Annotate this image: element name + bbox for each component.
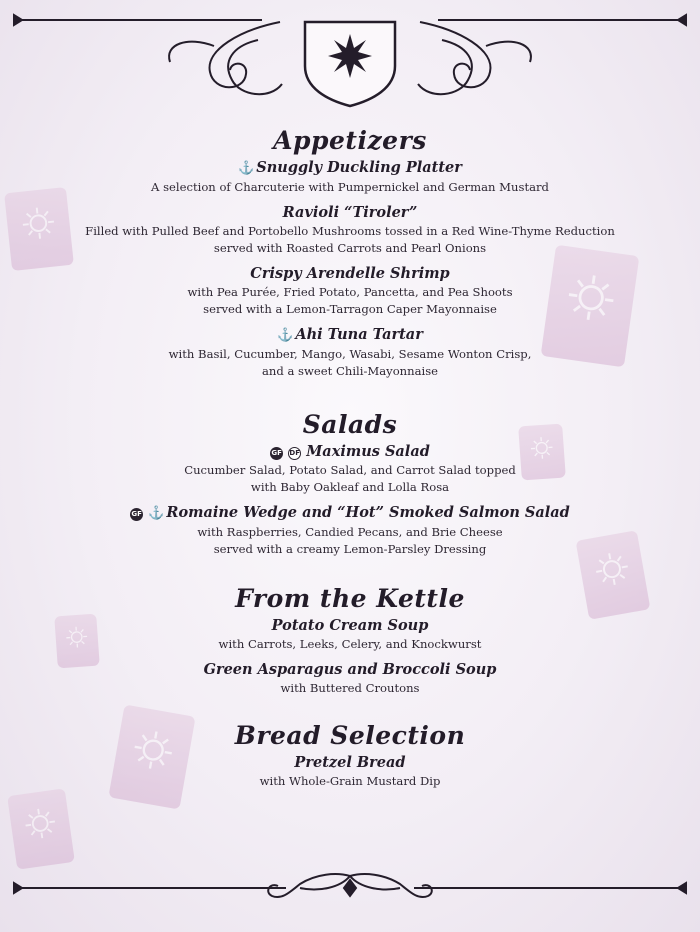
dish-description: served with a Lemon-Tarragon Caper Mayonnaise <box>203 302 497 316</box>
dish-name: Potato Cream Soup <box>271 617 429 634</box>
dish-description: with Basil, Cucumber, Mango, Wasabi, Sesame Wonton Crisp, <box>168 347 532 361</box>
anchor-icon: ⚓ <box>277 328 294 343</box>
section-bread <box>0 719 700 790</box>
section-title: Bread Selection <box>234 721 466 750</box>
dish-description: Cucumber Salad, Potato Salad, and Carrot Salad topped <box>184 463 516 477</box>
section-appetizers <box>0 124 700 380</box>
dish-name: Crispy Arendelle Shrimp <box>250 265 450 282</box>
dish-item <box>0 158 700 196</box>
dish-description: and a sweet Chili-Mayonnaise <box>261 364 439 378</box>
lantern-decoration <box>7 788 75 869</box>
dish-name: Ahi Tuna Tartar <box>295 326 423 343</box>
dish-item <box>0 616 700 653</box>
dish-description: A selection of Charcuterie with Pumpernickel and German Mustard <box>151 180 549 194</box>
dish-description: Filled with Pulled Beef and Portobello Mushrooms tossed in a Red Wine-Thyme Reduction <box>85 224 615 238</box>
dish-item <box>0 660 700 697</box>
dish-name: Snuggly Duckling Platter <box>256 159 462 176</box>
dish-description: with Baby Oakleaf and Lolla Rosa <box>250 480 450 494</box>
top-ornament <box>0 0 700 120</box>
dish-name: Green Asparagus and Broccoli Soup <box>203 661 497 678</box>
dish-description: with Buttered Croutons <box>280 681 420 695</box>
dish-description: served with Roasted Carrots and Pearl Onions <box>213 241 487 255</box>
dairy-free-badge: DF <box>288 447 301 460</box>
bottom-ornament <box>0 866 700 926</box>
dish-item <box>0 503 700 558</box>
dish-description: with Pea Purée, Fried Potato, Pancetta, and Pea Shoots <box>187 285 513 299</box>
anchor-icon: ⚓ <box>238 161 255 176</box>
section-title: Appetizers <box>273 126 427 155</box>
dish-name: Pretzel Bread <box>294 754 406 771</box>
dish-description: with Raspberries, Candied Pecans, and Brie Cheese <box>197 525 503 539</box>
section-salads <box>0 408 700 558</box>
dish-item <box>0 753 700 790</box>
menu-content <box>0 124 700 797</box>
dish-item <box>0 442 700 496</box>
dish-name: Maximus Salad <box>306 443 430 460</box>
section-title: Salads <box>302 410 398 439</box>
gluten-free-badge: GF <box>270 447 283 460</box>
anchor-icon: ⚓ <box>148 506 165 521</box>
dish-name: Ravioli “Tiroler” <box>282 204 418 221</box>
dish-item <box>0 325 700 380</box>
sun-emblem-icon <box>305 22 395 106</box>
section-title: From the Kettle <box>235 584 465 613</box>
dish-description: with Whole-Grain Mustard Dip <box>259 774 441 788</box>
gluten-free-badge: GF <box>130 508 143 521</box>
dish-description: with Carrots, Leeks, Celery, and Knockwurst <box>218 637 482 651</box>
dish-name: Romaine Wedge and “Hot” Smoked Salmon Salad <box>166 504 570 521</box>
dish-item <box>0 264 700 318</box>
dish-item <box>0 203 700 257</box>
dish-description: served with a creamy Lemon-Parsley Dressing <box>213 542 487 556</box>
section-kettle <box>0 582 700 697</box>
